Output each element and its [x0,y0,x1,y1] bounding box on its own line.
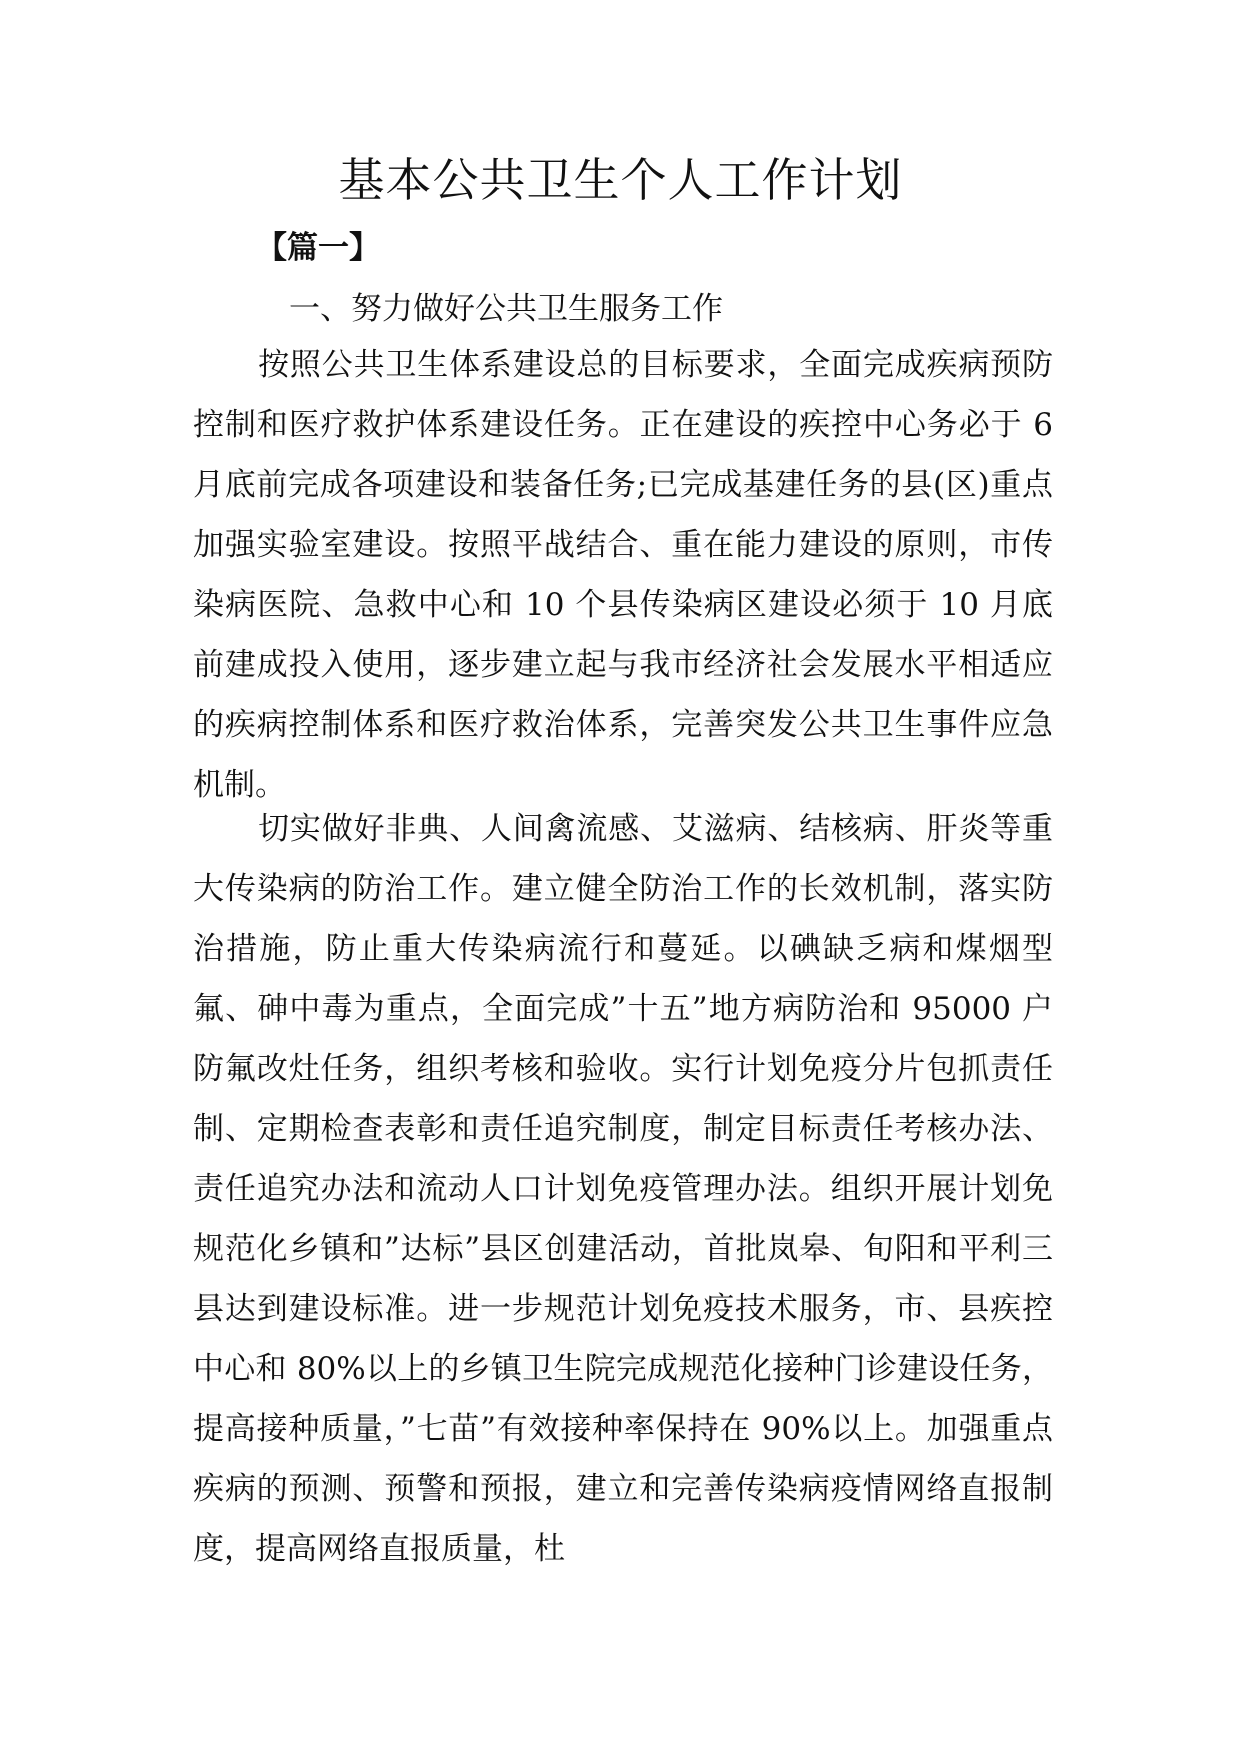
document-title: 基本公共卫生个人工作计划 [338,153,903,207]
body-paragraph: 按照公共卫生体系建设总的目标要求，全面完成疾病预防控制和医疗救护体系建设任务。正在建设的疾控中心务必于 6 月底前完成各项建设和装备任务;已完成基建任务的县(区)重点加强实验室建设。按照平战结合、重在能力建设的原则，市传染病医院、急救中心和 10 个县传染病区建设必须于 10 月底前建成投入使用，逐步建立起与我市经济社会发展水平相适应的疾病控制体系和医疗救治体系，完善突发公共卫生事件应急机制。 [193,347,1053,803]
section-heading: 一、努力做好公共卫生服务工作 [289,291,723,327]
body-paragraph: 切实做好非典、人间禽流感、艾滋病、结核病、肝炎等重大传染病的防治工作。建立健全防治工作的长效机制，落实防治措施，防止重大传染病流行和蔓延。以碘缺乏病和煤烟型氟、砷中毒为重点，全面完成”十五”地方病防治和 95000 户防氟改灶任务，组织考核和验收。实行计划免疫分片包抓责任制、定期检查表彰和责任追究制度，制定目标责任考核办法、责任追究办法和流动人口计划免疫管理办法。组织开展计划免规范化乡镇和”达标”县区创建活动，首批岚皋、旬阳和平利三县达到建设标准。进一步规范计划免疫技术服务，市、县疾控中心和 80%以上的乡镇卫生院完成规范化接种门诊建设任务，提高接种质量，”七苗”有效接种率保持在 90%以上。加强重点疾病的预测、预警和预报，建立和完善传染病疫情网络直报制度，提高网络直报质量，杜 [193,811,1053,1567]
part-label: 【篇一】 [256,230,380,266]
